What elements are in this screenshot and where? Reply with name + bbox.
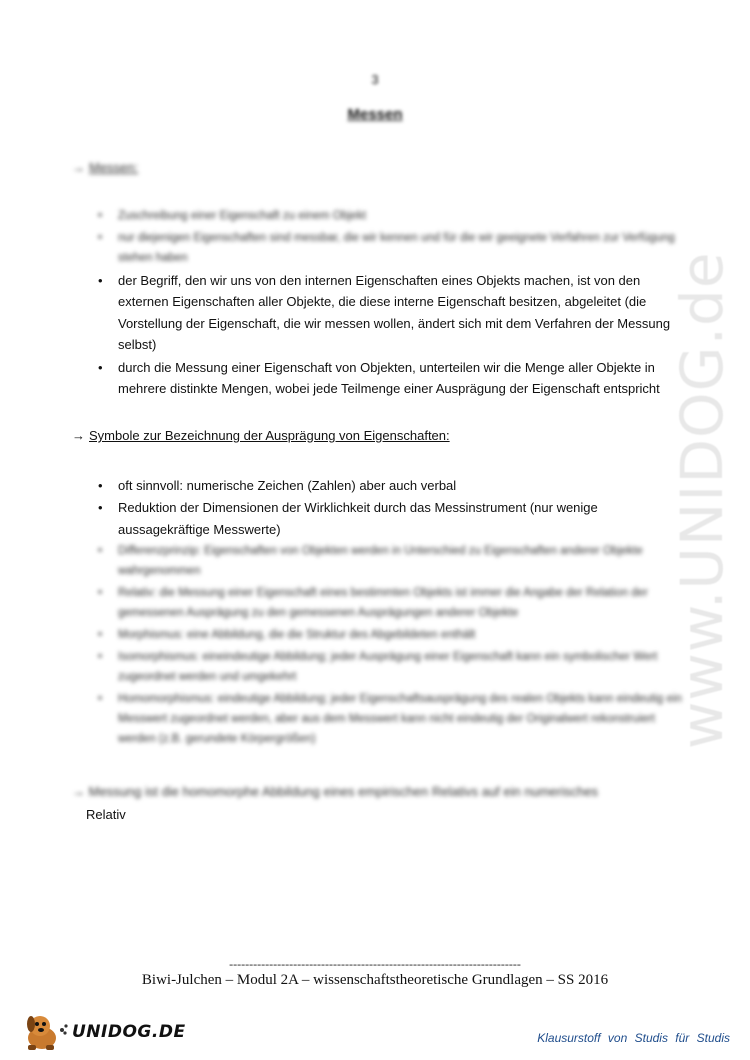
bullet-icon: • xyxy=(98,693,103,706)
list-item-text: Zuschreibung einer Eigenschaft zu einem Objekt xyxy=(118,210,367,222)
bullet-icon: • xyxy=(98,273,103,288)
list-item xyxy=(98,475,688,496)
messen-bullet-list xyxy=(98,206,688,400)
tagline: Klausurstoff von Studis für Studis xyxy=(537,1031,730,1045)
list-item xyxy=(98,689,688,749)
list-item xyxy=(98,228,688,268)
arrow-icon: → xyxy=(72,160,85,175)
list-item xyxy=(98,270,688,356)
conclusion xyxy=(72,784,632,822)
list-item-text: der Begriff, den wir uns von den internen Eigenschaften eines Objekts machen, ist von den externen Eigenschaften aller Objekte, die diese interne Eigenschaft besitzen, abgeleitet (die Vorstellung der Eigenschaft, die wir messen wollen, ändert sich mit dem Verfahren der Messung selbst) xyxy=(118,273,671,353)
footer-rule: ------------------------------------------------------------------------- xyxy=(229,957,521,971)
bullet-icon: • xyxy=(98,651,103,664)
conclusion-line-1: → Messung ist die homomorphe Abbildung eines empirischen Relativs auf ein numerisches xyxy=(72,784,599,799)
list-item-text: Relativ: die Messung einer Eigenschaft eines bestimmten Objekts ist immer die Angabe der Relation der gemessenen Ausprägung zu den gemessenen Ausprägungen anderer Objekte xyxy=(118,587,648,620)
list-item xyxy=(98,647,688,687)
unidog-logo xyxy=(20,1012,186,1052)
list-item-text: Differenzprinzip: Eigenschaften von Objekten werden in Unterschied zu Eigenschaften anderer Objekte wahrgenommen xyxy=(118,545,643,578)
list-item-text: Homomorphismus: eindeutige Abbildung; jeder Eigenschaftsausprägung des realen Objekts kann eindeutig ein Messwert zugeordnet werden, aber aus dem Messwert kann nicht eindeutig der Originalwert rekonstruiert werden (z.B. gerundete Körpergrößen) xyxy=(118,693,682,746)
logo-text: UNIDOG.DE xyxy=(72,1022,186,1042)
symbole-bullet-list xyxy=(98,475,688,751)
watermark: www.UNIDOG.de xyxy=(668,251,736,749)
footer-text: Biwi-Julchen – Modul 2A – wissenschaftstheoretische Grundlagen – SS 2016 xyxy=(141,972,609,988)
list-item-text: Morphismus: eine Abbildung, die die Struktur des Abgebildeten enthält xyxy=(118,629,476,642)
bullet-icon: • xyxy=(98,359,103,375)
list-item-text: nur diejenigen Eigenschaften sind messbar, die wir kennen und für die wir geeignete Verfahren zur Verfügung stehen haben xyxy=(118,232,675,264)
list-item xyxy=(98,583,688,623)
list-item xyxy=(98,541,688,581)
bullet-icon: • xyxy=(98,232,103,244)
bullet-icon: • xyxy=(98,478,103,493)
page-title: Messen xyxy=(347,106,403,123)
bullet-icon: • xyxy=(98,545,103,558)
section-heading-messen: → Messen: xyxy=(72,160,139,175)
list-item-text: Reduktion der Dimensionen der Wirklichkeit durch das Messinstrument (nur wenige aussagekräftige Messwerte) xyxy=(118,500,598,537)
list-item xyxy=(98,357,688,400)
section-heading-symbole: → Symbole zur Bezeichnung der Ausprägung von Eigenschaften: xyxy=(72,428,450,443)
bullet-icon: • xyxy=(98,210,103,222)
dog-mascot-icon xyxy=(20,1012,70,1052)
list-item-text: oft sinnvoll: numerische Zeichen (Zahlen) aber auch verbal xyxy=(118,478,457,493)
conclusion-line-2: Relativ xyxy=(86,807,126,822)
list-item-text: durch die Messung einer Eigenschaft von Objekten, unterteilen wir die Menge aller Objekte in mehrere distinkte Mengen, wobei jede Teilmenge einer Ausprägung der Eigenschaft entspricht xyxy=(118,359,660,397)
arrow-icon: → xyxy=(72,428,85,443)
list-item xyxy=(98,206,688,226)
page-number: 3 xyxy=(371,72,379,87)
bullet-icon: • xyxy=(98,629,103,642)
bullet-icon: • xyxy=(98,500,103,516)
list-item-text: Isomorphismus: eineindeutige Abbildung; jeder Ausprägung einer Eigenschaft kann ein symbolischer Wert zugeordnet werden und umgekehrt xyxy=(118,651,658,684)
list-item xyxy=(98,497,688,540)
bullet-icon: • xyxy=(98,587,103,600)
list-item xyxy=(98,625,688,645)
